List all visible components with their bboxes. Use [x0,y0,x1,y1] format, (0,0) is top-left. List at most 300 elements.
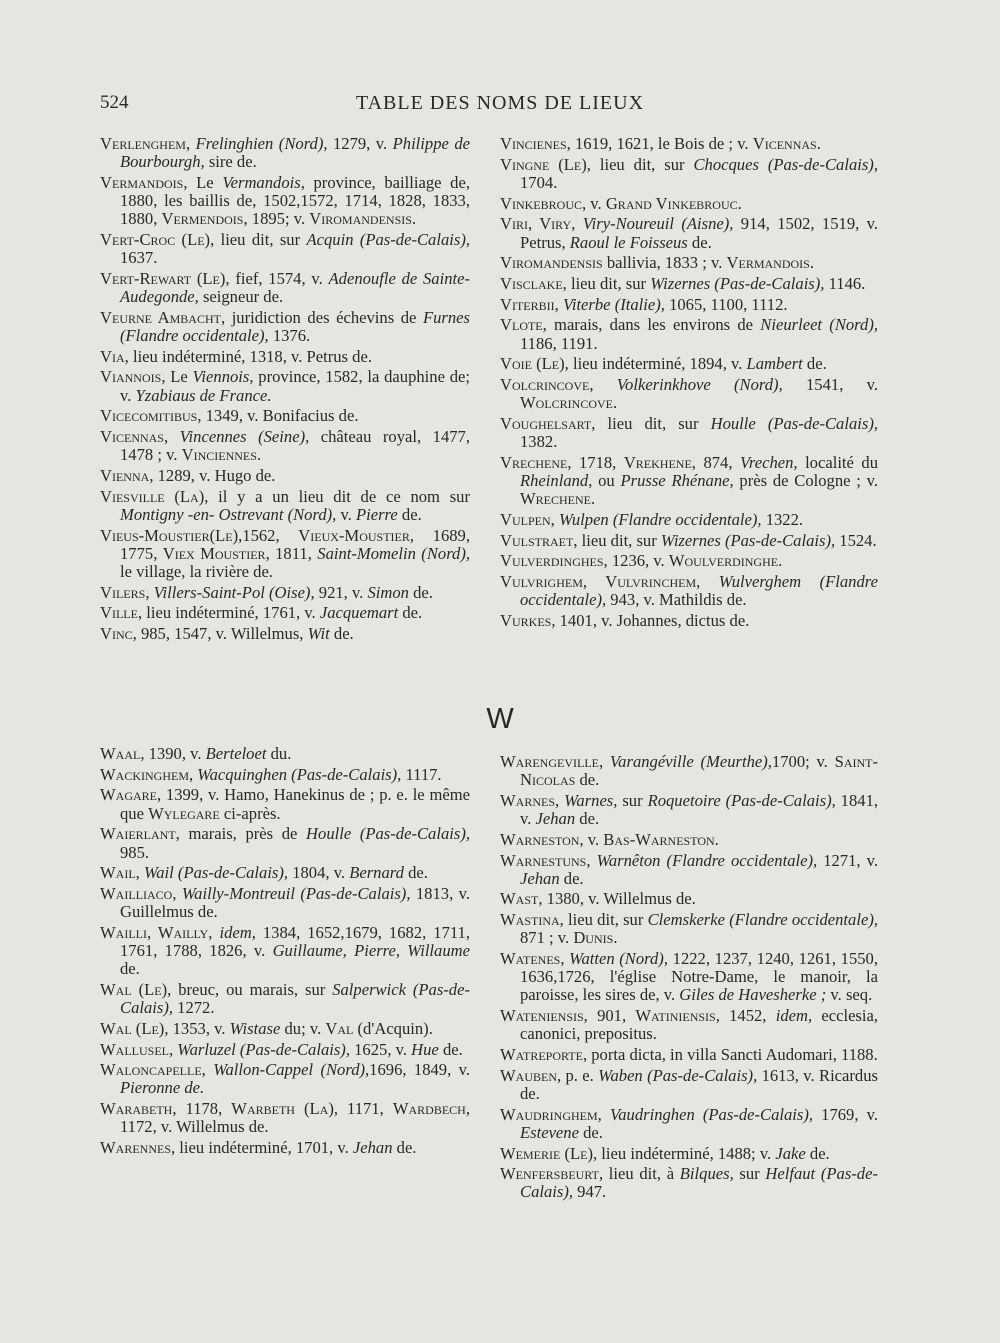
entry-headword: Wast [500,889,539,909]
index-entry [100,1061,470,1097]
entry-italic-text: Houlle (Pas-de-Calais), [306,824,470,844]
entry-text: 1804, v. [288,863,350,883]
entry-text: . [778,551,783,571]
entry-text: de. [438,1039,463,1059]
index-entry [100,368,470,404]
entry-headword: Dunis [573,928,614,948]
entry-text: , lieu dit, sur [562,273,651,293]
index-entry [100,1100,470,1136]
entry-text: 1376. [268,326,311,346]
entry-headword: Bas-Warneston [603,829,715,849]
entry-headword: Volcrincove [500,374,590,394]
entry-italic-text: Pieronne de. [120,1078,205,1098]
running-title: TABLE DES NOMS DE LIEUX [355,92,645,114]
entry-italic-text: Jehan [352,1138,393,1158]
entry-headword: Wenfersbeurt [500,1164,599,1184]
entry-text: du; v. [280,1018,326,1038]
entry-text: , v. [582,193,606,213]
entry-italic-text: Salperwick (Pas-de-Calais), [120,979,470,1018]
index-entry [100,527,470,582]
entry-italic-text: Wizernes (Pas-de-Calais), [650,273,825,293]
index-entry [500,454,878,509]
entry-text: , 1401, v. Johannes, dictus de. [551,610,750,630]
entry-headword: Viex Moustier [162,543,266,563]
entry-headword: Warabeth [100,1099,173,1119]
entry-headword: Watreporte [500,1045,583,1065]
entry-text: le village, la rivière de. [120,561,273,581]
entry-italic-text: Prusse Rhénane, [620,470,734,490]
entry-text: 1637. [120,248,158,268]
entry-headword: Watiniensis [635,1006,716,1026]
entry-italic-text: Philippe de Bourbourgh, [120,134,470,172]
index-entry [500,1145,878,1163]
entry-headword: Vermendois [161,209,244,229]
entry-italic-text: Warluzel (Pas-de-Calais), [177,1039,350,1059]
entry-italic-text: Jake [775,1143,806,1163]
entry-text: , 1380, v. Willelmus de. [538,889,696,909]
entry-text: près de Cologne ; v. [733,470,879,490]
entry-text: sur [733,1164,766,1184]
entry-italic-text: Raoul le Foisseus [569,232,688,252]
entry-text: , 1171, [333,1099,393,1119]
entry-text: , 1289, v. Hugo de. [149,465,276,485]
entry-headword: Vingne (Le) [500,154,587,174]
entry-italic-text: Villers-Saint-Pol (Oise), [153,582,315,602]
entry-italic-text: Wit [307,624,330,644]
entry-text: , 901, [583,1006,636,1026]
entry-italic-text: Furnes (Flandre occidentale), [120,307,470,346]
entry-italic-text: Montigny -en- Ostrevant (Nord), [120,504,337,524]
entry-text: 1322. [761,509,804,529]
entry-text: , [696,571,719,591]
index-entry [500,911,878,947]
entry-text: 1625, v. [349,1039,412,1059]
entry-text: 1841, v. [520,790,879,829]
entry-text: de. [403,863,428,883]
entry-headword: Saint-Nicolas [520,752,879,790]
entry-text: , [597,1104,610,1124]
entry-headword: Waudringhem [500,1104,598,1124]
index-entry [100,825,470,861]
entry-headword: Vert-Croc (Le) [100,230,211,250]
entry-italic-text: Rheinland, [520,470,593,490]
entry-text: , [560,949,570,969]
entry-headword: Vulverdinghes [500,551,604,571]
entry-headword: Vicecomitibus [100,406,198,426]
entry-italic-text: Jehan [520,868,560,888]
entry-headword: Wardbech [392,1099,466,1119]
entry-headword: Vert-Rewart (Le) [100,268,226,288]
entry-headword: Wateniensis [500,1006,584,1026]
entry-headword: Wackinghem [100,764,189,784]
entry-text: , lieu dit, à [598,1164,680,1184]
index-entry [100,885,470,921]
entry-text: de. [398,603,423,623]
entry-text: , 1349, v. Bonifacius de. [197,406,359,426]
entry-headword: Wrechene [520,489,591,509]
entry-text: . [816,134,821,153]
entry-text: , lieu indéterminé, 1701, v. [171,1138,353,1158]
entry-text: v. seq. [826,985,873,1005]
entry-text: , marais, dans les environs de [542,315,761,335]
index-entry [500,1046,878,1064]
entry-text: de. [687,232,712,252]
entry-headword: Wailli, Wailly [100,922,209,942]
entry-text: ecclesia, canonici, prepositus. [520,1006,879,1044]
entry-headword: Vieus-Moustier(Le) [100,525,239,545]
entry-headword: Vurkes [500,610,552,630]
entry-text: sur [617,790,648,810]
index-entry [500,573,878,609]
entry-text: , [169,1039,178,1059]
entry-text: 1613, v. Ricardus de. [520,1065,878,1103]
top-right-column [500,135,878,633]
entry-headword: Vilers [100,582,146,602]
entry-text: , lieu indéterminé, 1318, v. Petrus de. [124,346,372,366]
entry-text: , [571,214,583,234]
entry-text: , v. [579,829,604,849]
entry-text: , il y a un lieu dit de ce nom sur [204,486,470,506]
entry-italic-text: Jacquemart [319,603,399,623]
page-number: 524 [100,92,129,113]
index-entry [500,511,878,529]
entry-text: , 985, 1547, v. Willelmus, [132,624,308,644]
entry-text: 1813, v. Guillelmus de. [120,883,470,922]
entry-italic-text: Watten (Nord), [569,949,668,969]
index-entry [500,296,878,314]
entry-text: 914, 1502, 1519, v. Petrus, [520,214,879,252]
index-entry [500,376,878,412]
entry-headword: Vulvrighem, Vulvrinchem [500,571,697,591]
entry-headword: Wemerie (Le) [500,1143,593,1163]
entry-headword: Warbeth (La) [231,1099,334,1119]
entry-headword: Wal (Le) [100,1018,165,1038]
entry-text: , lieu indéterminé, 1894, v. [564,354,747,374]
entry-text: (d'Acquin). [353,1018,433,1038]
index-entry [100,864,470,882]
entry-italic-text: Varangéville (Meurthe), [609,752,772,771]
entry-text: , [201,1060,214,1080]
entry-text: , 1390, v. [140,744,206,763]
entry-text: 1186, 1191. [520,333,598,353]
section-letter-heading: W [486,703,514,735]
entry-text: , [172,883,182,903]
index-entry [500,831,878,849]
entry-text: 947. [573,1182,607,1202]
entry-headword: Waloncapelle [100,1060,202,1080]
index-entry [500,316,878,352]
index-entry [500,195,878,213]
entry-text: de. [120,959,140,979]
entry-headword: Wagare [100,785,157,805]
entry-headword: Waal [100,744,141,763]
entry-headword: Warengeville [500,752,599,771]
entry-italic-text: Estevene [520,1122,579,1142]
entry-text: , juridiction des échevins de [220,307,423,327]
entry-text: , lieu dit, sur [210,230,307,250]
index-entry [100,231,470,267]
entry-headword: Wylegare [148,803,220,823]
entry-headword: Woulverdinghe [668,551,779,571]
entry-text: , marais, près de [175,824,307,844]
entry-italic-text: Simon [367,582,409,602]
index-entry [500,275,878,293]
index-entry [500,753,878,789]
index-entry [500,355,878,373]
entry-text: , p. e. [557,1065,599,1085]
entry-text: 1704. [520,172,558,192]
entry-italic-text: Giles de Havesherke ; [679,985,827,1005]
entry-italic-text: Vermandois [222,172,301,192]
entry-italic-text: Helfaut (Pas-de-Calais), [520,1164,878,1202]
entry-italic-text: Viennois, [192,367,254,387]
entry-italic-text: Bernard [349,863,404,883]
entry-italic-text: Hue [411,1039,439,1059]
index-entry [500,1106,878,1142]
entry-text: 1696, 1849, v. [369,1060,470,1080]
entry-text: 921, v. [314,582,368,602]
index-entry [100,135,470,171]
entry-text: 1541, v. [782,374,878,394]
entry-headword: Wolcrincove [520,393,613,413]
index-entry [100,270,470,306]
entry-text: 1700; v. [771,752,835,771]
index-entry [100,348,470,366]
entry-text: 1272. [173,998,215,1018]
entry-text: . [714,829,719,849]
entry-text: 1146. [824,273,866,293]
index-entry [500,792,878,828]
entry-text: ou [592,470,621,490]
entry-italic-text: Vaudringhen (Pas-de-Calais), [609,1104,814,1124]
entry-headword: Wailliaco [100,883,173,903]
entry-headword: Viromandensis [500,253,603,273]
index-entry [500,215,878,251]
entry-headword: Wastina [500,910,560,930]
entry-text: 943, v. Mathildis de. [606,590,747,610]
entry-italic-text: Warnes, [564,790,618,810]
index-entry [100,924,470,979]
index-entry [100,428,470,464]
entry-text: province, 1582, la dauphine de; v. [120,367,470,405]
entry-headword: Vinkebrouc [500,193,582,213]
entry-text: 871 ; v. [520,928,574,948]
entry-text: château royal, 1477, 1478 ; v. [120,427,470,465]
entry-text: 1065, 1100, 1112. [664,294,788,314]
index-entry [100,1020,470,1038]
entry-headword: Vincienes [500,134,567,153]
entry-text: de. [805,1143,830,1163]
entry-headword: Warennes [100,1138,171,1158]
entry-text: , 1353, v. [164,1018,230,1038]
entry-text: . [613,393,618,413]
entry-headword: Vinc [100,624,133,644]
index-entry [100,1139,470,1157]
index-entry [100,766,470,784]
entry-text: v. [336,504,356,524]
entry-text: , [189,764,198,784]
index-entry [100,786,470,822]
entry-text: , [555,790,565,810]
entry-headword: Vienna [100,465,150,485]
entry-text: , 1178, [172,1099,232,1119]
entry-text: , 1399, v. Hamo, Hanekinus de ; p. e. le même que [120,785,470,823]
index-entry [500,552,878,570]
entry-text: . [613,928,618,948]
index-entry [500,254,878,272]
entry-headword: Viri, Viry [500,214,572,234]
entry-headword: Warnestuns [500,850,587,870]
entry-italic-text: Wulpen (Flandre occidentale), [558,509,762,529]
entry-text: 1382. [520,432,558,452]
entry-text: de. [575,770,600,790]
entry-headword: Vrekhene [623,452,692,472]
entry-text: , Le [183,172,223,192]
entry-text: , lieu dit, sur [573,530,661,550]
entry-text: , 874, [691,452,740,472]
entry-text: . [809,253,814,273]
entry-text: , 1172, v. Willelmus de. [120,1099,470,1137]
entry-headword: Voughelsart [500,413,592,433]
entry-text: 985. [120,842,150,862]
index-entry [500,1007,878,1043]
entry-italic-text: Waben (Pas-de-Calais), [598,1065,758,1085]
index-entry [100,604,470,622]
entry-text: , [589,374,617,394]
entry-text: de. [392,1138,417,1158]
entry-headword: Vieux-Moustier [298,525,410,545]
entry-text: . [411,209,417,229]
entry-text: , [164,427,180,447]
entry-text: . [737,193,742,213]
entry-text: , [135,863,144,883]
entry-text: localité du [797,452,878,472]
entry-text: , 1452, [715,1006,776,1026]
entry-italic-text: Vincennes (Seine), [179,427,310,447]
index-entry [100,1041,470,1059]
entry-italic-text: Clemskerke (Flandre occidentale), [647,910,878,930]
entry-headword: Warneston [500,829,580,849]
entry-italic-text: Pierre [355,504,398,524]
entry-text: de. [397,504,422,524]
entry-italic-text: Wulverghem (Flandre occidentale), [520,571,878,610]
entry-headword: Visclake [500,273,563,293]
entry-italic-text: idem, [775,1006,813,1026]
entry-headword: Vermandois [726,253,810,273]
entry-italic-text: Acquin (Pas-de-Calais), [306,230,470,250]
entry-italic-text: Viterbe (Italie), [562,294,665,314]
entry-text: , lieu indéterminé, 1761, v. [137,603,320,623]
entry-headword: Vulpen [500,509,551,529]
entry-headword: Vlote [500,315,543,335]
page-header [0,92,1000,122]
entry-headword: Vrechene [500,452,568,472]
entry-italic-text: Nieurleet (Nord), [760,315,878,335]
entry-text: seigneur de. [198,287,284,307]
entry-text: , [208,922,220,942]
entry-italic-text: Viry-Noureuil (Aisne), [582,214,734,234]
entry-headword: Waierlant [100,824,176,844]
entry-italic-text: Wallon-Cappel (Nord), [213,1060,370,1080]
entry-text: , 1689, 1775, [120,525,470,563]
index-entry [500,532,878,550]
entry-text: , 1718, [567,452,624,472]
entry-italic-text: Frelinghien (Nord), [195,134,328,153]
entry-italic-text: Saint-Momelin (Nord), [317,543,471,563]
entry-headword: Wal (Le) [100,979,168,999]
entry-italic-text: Houlle (Pas-de-Calais), [710,413,878,433]
index-entry [500,135,878,153]
index-entry [500,1067,878,1103]
entry-headword: Vinciennes [181,445,257,465]
entry-text: , lieu dit, sur [591,413,711,433]
entry-headword: Vicennas [100,427,164,447]
entry-headword: Via [100,346,125,366]
entry-text: de. [408,582,433,602]
entry-italic-text: Warnêton (Flandre occidentale), [596,850,818,870]
entry-text: 1222, 1237, 1240, 1261, 1550, 1636,1726, l'église Notre-Dame, le manoir, la paroisse, les sires de, v. [520,949,878,1005]
entry-headword: Viterbii [500,294,555,314]
index-entry [100,625,470,643]
top-left-column [100,135,470,646]
entry-text: , [145,582,154,602]
entry-text: 1384, 1652,1679, 1682, 1711, 1761, 1788, 1826, v. [120,922,470,961]
entry-text: de. [559,868,584,888]
entry-text: , 1236, v. [603,551,669,571]
entry-headword: Wauben [500,1065,557,1085]
entry-headword: Veurne Ambacht [100,307,221,327]
entry-text: de. [329,624,354,644]
entry-headword: Ville [100,603,138,623]
entry-italic-text: Berteloet [205,744,267,763]
entry-italic-text: Wistase [229,1018,281,1038]
entry-italic-text: Adenoufle de Sainte-Audegonde, [120,268,471,307]
index-entry [100,981,470,1017]
entry-text: , lieu dit, sur [559,910,648,930]
entry-headword: Vermandois [100,172,184,192]
entry-italic-text: Wail (Pas-de-Calais), [143,863,289,883]
entry-text: 1279, v. [327,134,393,153]
entry-text: 1769, v. [813,1104,878,1124]
entry-text: 1117. [401,764,442,784]
entry-italic-text: Yzabiaus de France. [135,385,272,405]
entry-italic-text: Wailly-Montreuil (Pas-de-Calais), [181,883,411,903]
entry-text: , [586,850,597,870]
entry-headword: Viromandensis [309,209,412,229]
index-entry [500,415,878,451]
entry-text: , porta dicta, in villa Sancti Audomari, 1188. [582,1045,878,1065]
entry-text: , 1811, [265,543,318,563]
entry-headword: Viannois [100,367,162,387]
entry-text: , breuc, ou marais, sur [167,979,333,999]
entry-text: du. [266,744,292,763]
index-entry [500,156,878,192]
entry-italic-text: Lambert [746,354,803,374]
entry-text: , Le [161,367,193,387]
entry-italic-text: Vrechen, [739,452,798,472]
index-entry [100,584,470,602]
index-entry [100,745,470,763]
entry-text: 1271, v. [817,850,878,870]
entry-italic-text: Volkerinkhove (Nord), [616,374,783,394]
entry-text: , fief, 1574, v. [225,268,329,288]
entry-text: , 1619, 1621, le Bois de ; v. [566,134,753,153]
entry-italic-text: Chocques (Pas-de-Calais), [693,154,878,174]
entry-text: sire de. [204,152,257,172]
index-entry [100,309,470,345]
entry-headword: Vulstraet [500,530,574,550]
index-entry [100,488,470,524]
